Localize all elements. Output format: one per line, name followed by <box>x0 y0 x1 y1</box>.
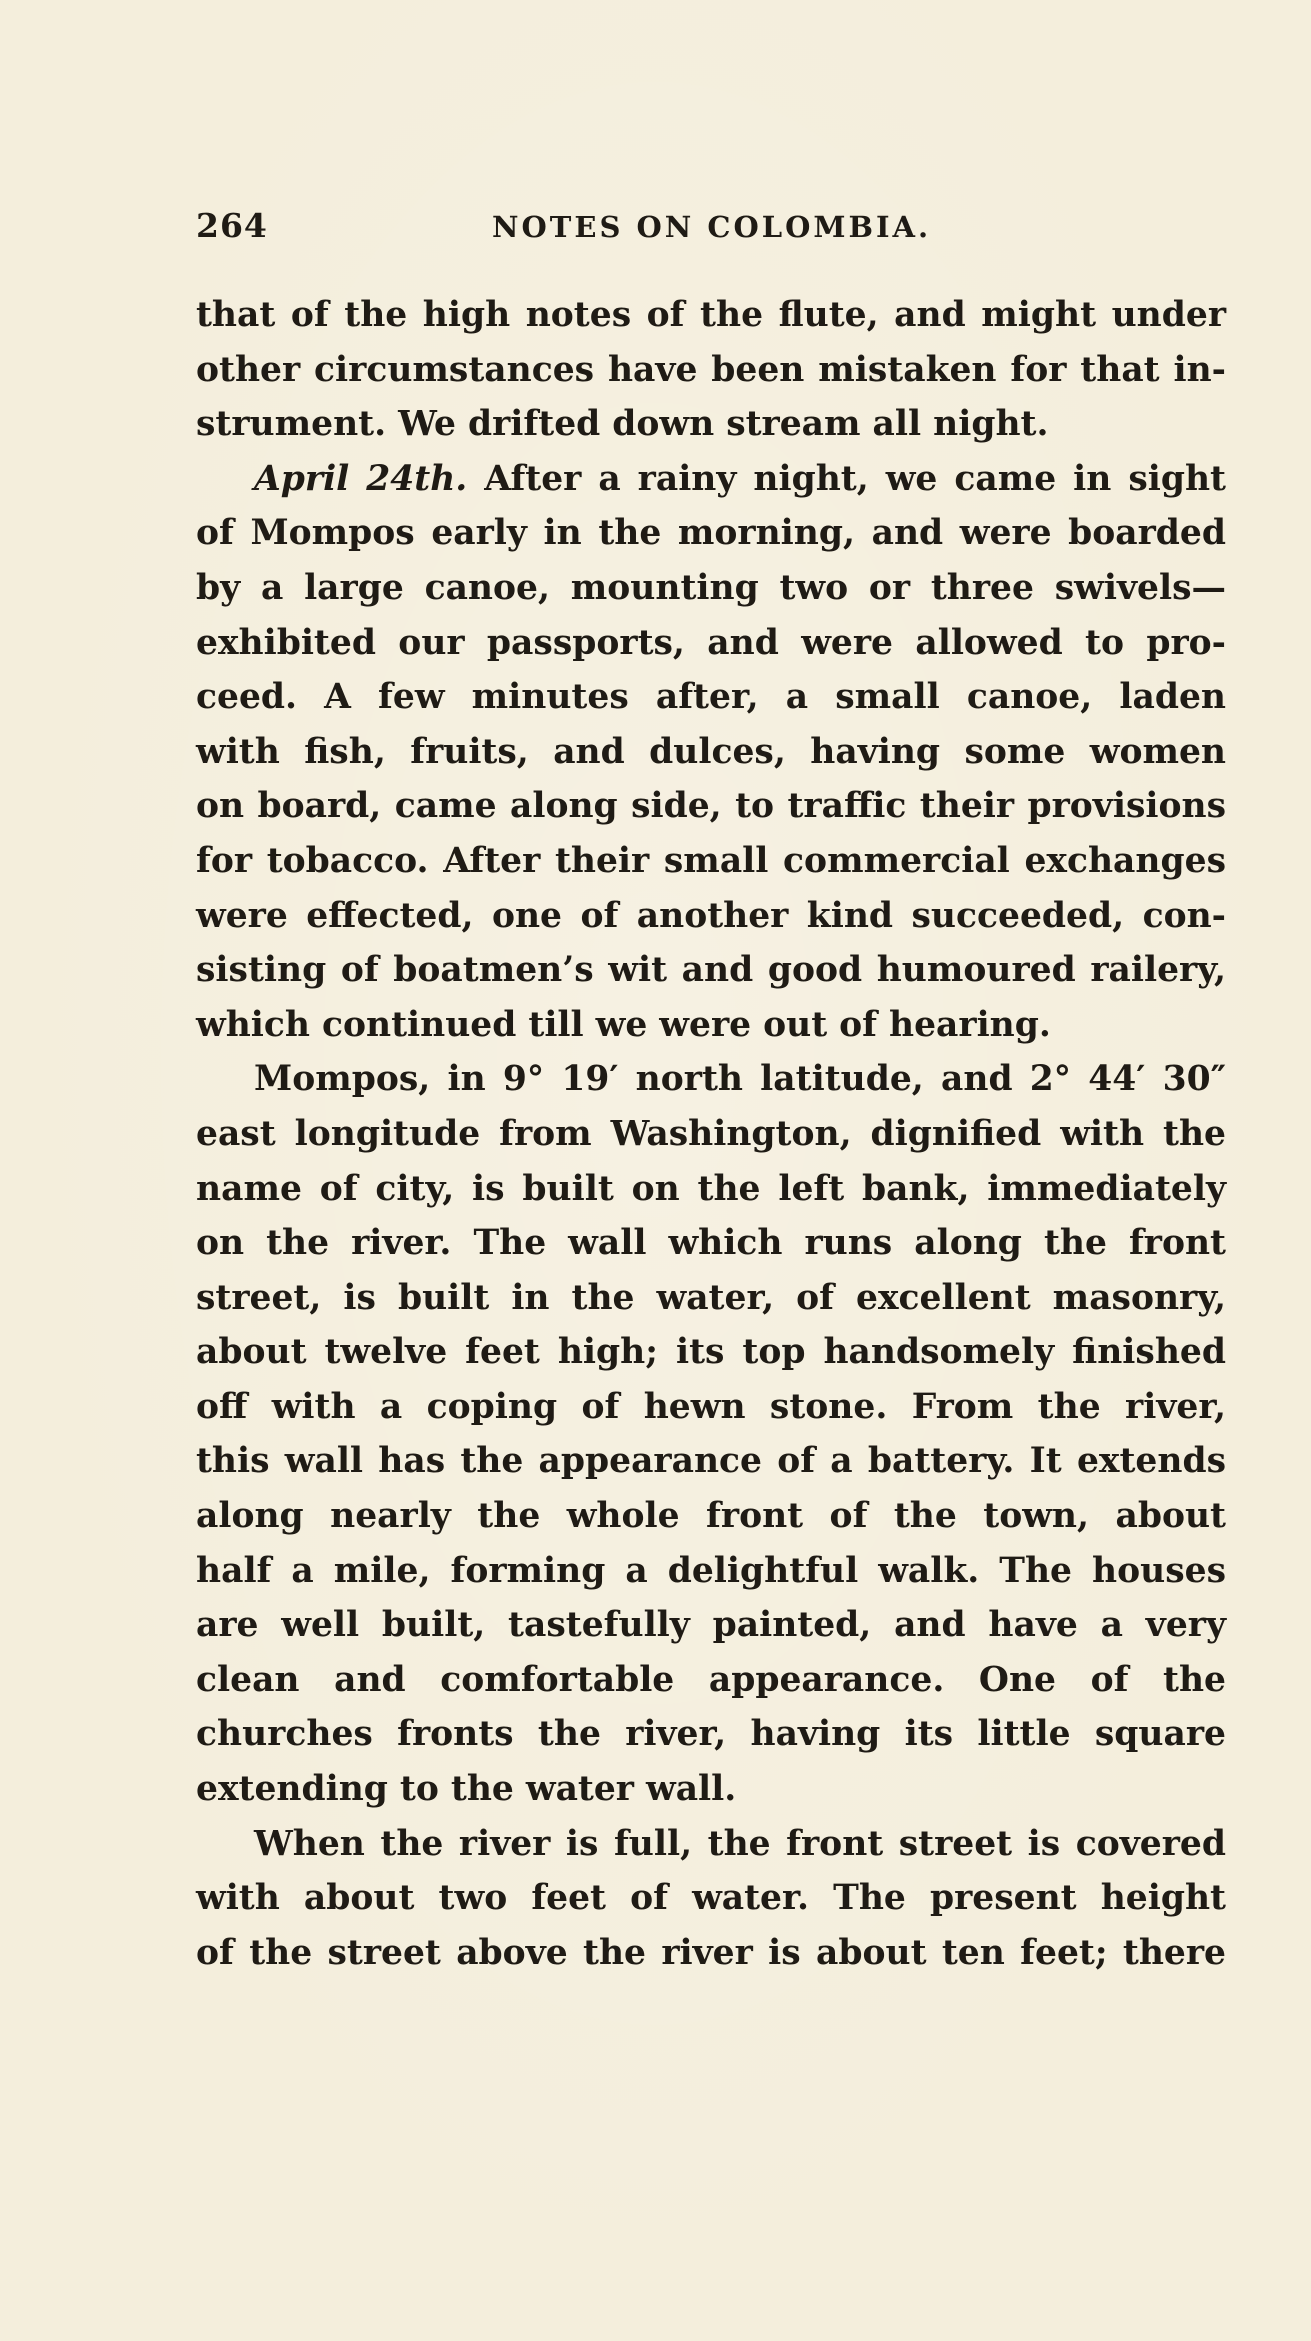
text-line: by a large canoe, mounting two or three swivels— <box>196 567 1226 608</box>
text-line <box>196 452 1226 507</box>
text-line: name of city, is built on the left bank, immediately <box>196 1168 1226 1209</box>
text-line: which continued till we were out of hearing. <box>196 1004 1051 1045</box>
text-line: exhibited our passports, and were allowed to pro- <box>196 622 1226 663</box>
text-line: with about two feet of water. The present height <box>196 1878 1226 1919</box>
date-line-rest: After a rainy night, we came in sight <box>467 458 1226 499</box>
text-line: Mompos, in 9° 19′ north latitude, and 2° 44′ 30″ <box>254 1059 1226 1100</box>
page-header <box>196 206 1218 250</box>
text-line: When the river is full, the front street is covered <box>254 1823 1226 1864</box>
date-heading: April 24th. <box>254 458 468 499</box>
text-line: churches fronts the river, having its little square <box>196 1714 1226 1755</box>
text-line: along nearly the whole front of the town, about <box>196 1496 1226 1537</box>
text-line: were effected, one of another kind succeeded, con- <box>196 895 1226 936</box>
text-line: on the river. The wall which runs along the front <box>196 1223 1226 1264</box>
text-line: for tobacco. After their small commercial exchanges <box>196 840 1226 881</box>
text-line: of Mompos early in the morning, and were boarded <box>196 513 1226 554</box>
text-line: clean and comfortable appearance. One of the <box>196 1659 1226 1700</box>
text-line: extending to the water wall. <box>196 1769 737 1810</box>
text-line: of the street above the river is about ten feet; there <box>196 1932 1226 1973</box>
text-line: ceed. A few minutes after, a small canoe, laden <box>196 677 1226 718</box>
page-number: 264 <box>196 206 268 245</box>
text-line: are well built, tastefully painted, and have a very <box>196 1605 1226 1646</box>
text-line: with fish, fruits, and dulces, having some women <box>196 731 1226 772</box>
text-line: off with a coping of hewn stone. From the river, <box>196 1386 1226 1427</box>
text-line: east longitude from Washington, dignified with the <box>196 1113 1226 1154</box>
text-line: that of the high notes of the flute, and might under <box>196 295 1226 335</box>
text-line: on board, came along side, to traffic their provisions <box>196 786 1226 827</box>
text-line: sisting of boatmen’s wit and good humoured railery, <box>196 950 1226 991</box>
text-line: about twelve feet high; its top handsomely finished <box>196 1332 1226 1373</box>
text-line: street, is built in the water, of excellent masonry, <box>196 1277 1226 1318</box>
text-line: half a mile, forming a delightful walk. The houses <box>196 1550 1226 1591</box>
running-head: NOTES ON COLOMBIA. <box>492 210 932 244</box>
text-line: other circumstances have been mistaken for that in- <box>196 349 1226 390</box>
body-text <box>196 288 1226 1980</box>
text-line: strument. We drifted down stream all night. <box>196 404 1049 445</box>
text-line: this wall has the appearance of a battery. It extends <box>196 1441 1226 1482</box>
